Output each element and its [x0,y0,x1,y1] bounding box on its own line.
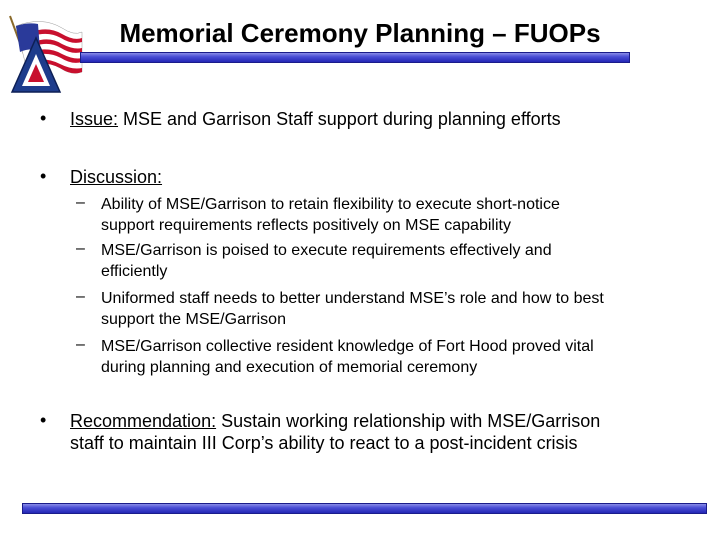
sub-item-line: Ability of MSE/Garrison to retain flexibility to execute short-notice [101,196,560,213]
sub-item [101,240,691,282]
sub-item-line: during planning and execution of memorial ceremony [101,359,478,376]
sub-item [101,336,691,378]
title-divider-bar [80,52,630,63]
bullet-recommendation [70,410,690,454]
issue-text: MSE and Garrison Staff support during planning efforts [118,109,561,129]
bullet-glyph: • [40,410,47,430]
bullet-glyph: • [40,108,47,128]
sub-dash: – [76,288,85,305]
sub-item-line: support the MSE/Garrison [101,311,286,328]
recommendation-line: staff to maintain III Corp’s ability to react to a post-incident crisis [70,433,578,453]
footer-divider-bar [22,503,707,514]
sub-dash: – [76,194,85,211]
sub-dash: – [76,240,85,257]
sub-item-line: MSE/Garrison is poised to execute requirements effectively and [101,242,552,259]
slide-title: Memorial Ceremony Planning – FUOPs [119,18,601,48]
discussion-label: Discussion: [70,167,163,187]
iii-corps-flag-logo [2,14,88,94]
recommendation-text: Sustain working relationship with MSE/Garrison [216,411,601,431]
sub-item-line: support requirements reflects positively on MSE capability [101,217,511,234]
bullet-issue [70,108,561,130]
bullet-glyph: • [40,166,47,186]
sub-item [101,194,691,236]
sub-item [101,288,691,330]
recommendation-label: Recommendation: [70,411,217,431]
sub-item-line: efficiently [101,263,168,280]
sub-item-line: MSE/Garrison collective resident knowledge of Fort Hood proved vital [101,338,594,355]
sub-dash: – [76,336,85,353]
sub-item-line: Uniformed staff needs to better understand MSE’s role and how to best [101,290,604,307]
recommendation-line [70,410,690,432]
issue-label: Issue: [70,109,119,129]
bullet-discussion [70,166,162,188]
